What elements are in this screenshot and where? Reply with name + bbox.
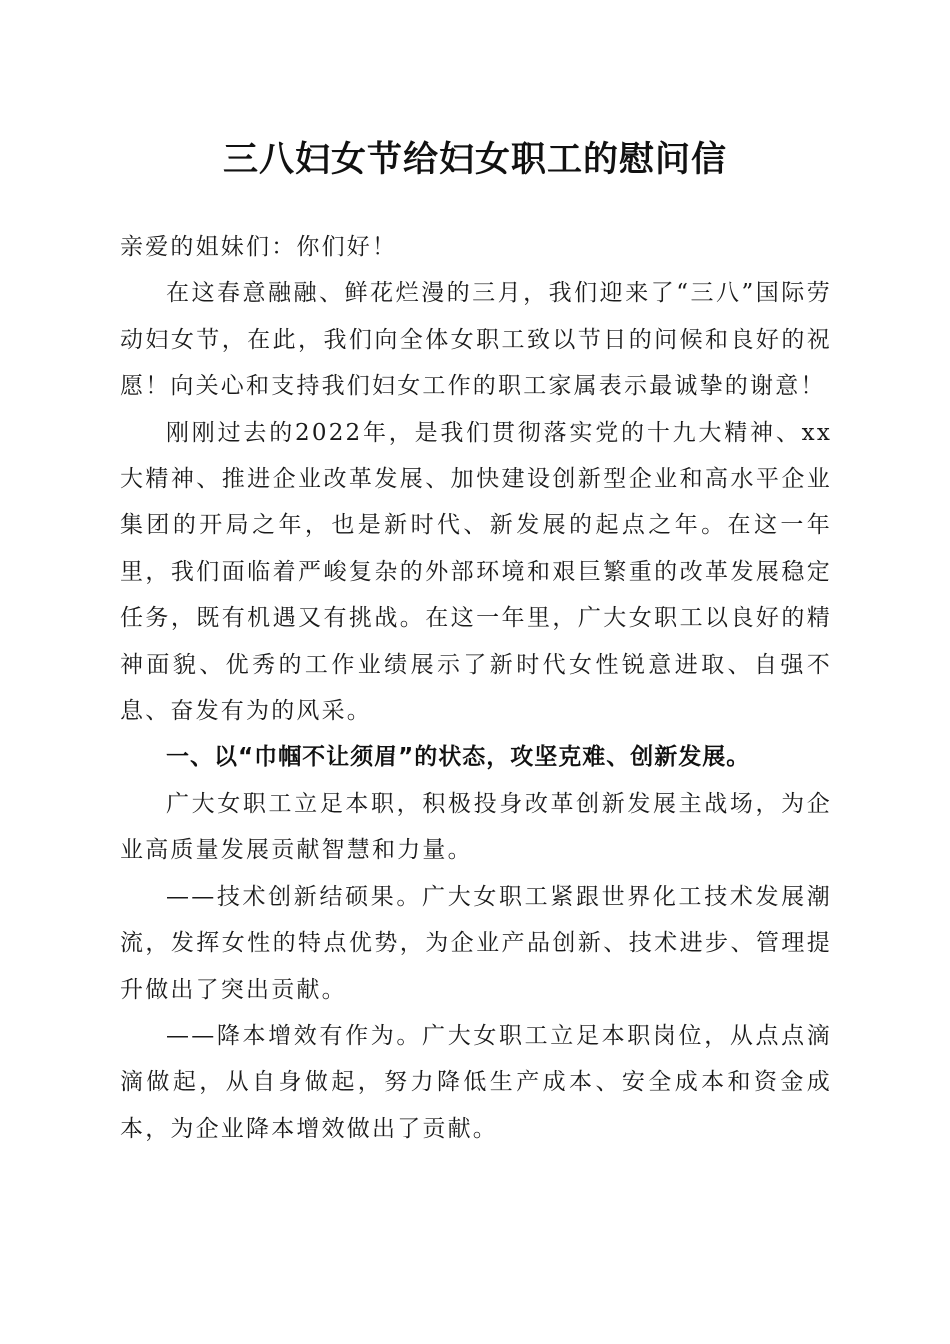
document-title: 三八妇女节给妇女职工的慰问信 <box>222 139 727 180</box>
section-heading: 一、以“巾帼不让须眉”的状态，攻坚克难、创新发展。 <box>166 744 751 771</box>
paragraph-greeting: 在这春意融融、鲜花烂漫的三月，我们迎来了“三八”国际劳动妇女节，在此，我们向全体女职工致以节日的问候和良好的祝愿！向关心和支持我们妇女工作的职工家属表示最诚挚的谢意！ <box>120 280 832 400</box>
salutation: 亲爱的姐妹们：你们好！ <box>120 234 398 260</box>
paragraph-section-intro: 广大女职工立足本职，积极投身改革创新发展主战场，为企业高质量发展贡献智慧和力量。 <box>120 790 832 864</box>
document-body <box>120 224 832 1152</box>
paragraph-review-2022: 刚刚过去的2022年，是我们贯彻落实党的十九大精神、xx大精神、推进企业改革发展、加快建设创新型企业和高水平企业集团的开局之年，也是新时代、新发展的起点之年。在这一年里，我们面临着严峻复杂的外部环境和艰巨繁重的改革发展稳定任务，既有机遇又有挑战。在这一年里，广大女职工以良好的精神面貌、优秀的工作业绩展示了新时代女性锐意进取、自强不息、奋发有为的风采。 <box>120 419 832 725</box>
paragraph-tech-innovation: ——技术创新结硕果。广大女职工紧跟世界化工技术发展潮流，发挥女性的特点优势，为企业产品创新、技术进步、管理提升做出了突出贡献。 <box>120 883 832 1003</box>
paragraph-cost-reduction: ——降本增效有作为。广大女职工立足本职岗位，从点点滴滴做起，从自身做起，努力降低生产成本、安全成本和资金成本，为企业降本增效做出了贡献。 <box>120 1022 832 1142</box>
